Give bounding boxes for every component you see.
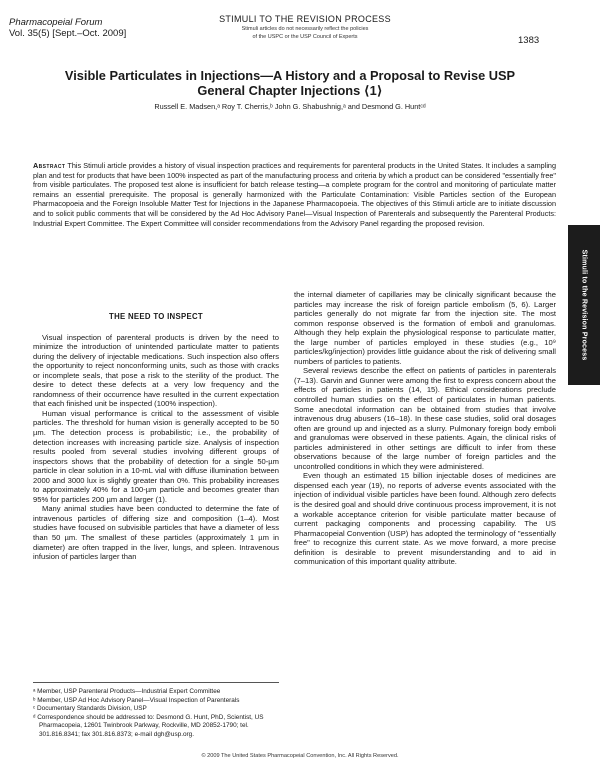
footnote: ᶜ Documentary Standards Division, USP [33,705,147,713]
paragraph: Several reviews describe the effect on patients of particles in parenterals (7–13). Garvin and Gunner were among the first to express concern about the effects of particles in patients (14, 15). Ethical considerations preclude controlled human studies on the effect of particulates in human patients. Some anecdotal information can be obtained from studies that involve intravenous drug abusers (16–18). In these case studies, solid oral dosages often are ground up and injected as a slurry. Pulmonary foreign body emboli and granulomas were observed in these patients. Again, the clinical risks of particles administered in other settings are difficult to infer from these observations because of the large number of foreign particles and the uncontrolled conditions in which they were administered. [294,366,556,471]
paragraph: the internal diameter of capillaries may be clinically significant because the particles may increase the risk of foreign particle embolism (5, 6). Larger particles generally do not migrate far from the injection site. The most common response observed is the formation of emboli and granulomas. Although they help explain the physiological response to particulate matter, the large number of particles employed in these studies (e.g., 10⁹ particles/kg/injection) provides little guidance about the risk of delivering small numbers of particles to patients. [294,290,556,366]
footnote-divider [33,682,279,683]
footnote: ᵇ Member, USP Ad Hoc Advisory Panel—Visual Inspection of Parenterals [33,696,240,704]
abstract [33,161,556,228]
author-list: Russell E. Madsen,ᵃ Roy T. Cherris,ᵇ John G. Shabushnig,ᵃ and Desmond G. Huntᶜᵈ [154,102,426,111]
page-number: 1383 [518,35,540,46]
body-column-right [294,290,556,567]
title-line-1: Visible Particulates in Injections—A History and a Proposal to Revise USP [64,68,516,83]
disclaimer-line-2: of the USPC or the USP Council of Experts [252,34,358,40]
journal-name: Pharmacopeial Forum [9,17,103,28]
paragraph: Human visual performance is critical to the assessment of visible particles. The threshold for human vision is generally accepted to be 50 µm. The detection process is probabilistic; i.e., the probability of detection increases with increasing particle size. Analysis of inspection results pooled from several studies involving different groups of inspectors shows that the probability of detection for a single 50-µm particle in clear solution in a 10-mL vial with diffuse illumination between 2000 and 3000 lux is slightly greater than 0%. This probability increases to approximately 40% for a 100-µm particle and becomes greater than 95% for particles 200 µm and larger (1). [33,408,279,504]
section-banner [190,14,420,41]
footnote: ᵃ Member, USP Parenteral Products—Industrial Expert Committee [33,688,221,695]
abstract-text: This Stimuli article provides a history of visual inspection practices and requirements for parenteral products in the United States. It includes a sampling plan and test for products that have been 100% inspected as part of the manufacturing process and criteria by which a product can be considered "essentially free" from visible particulates. The proposed test alone is insufficient for batch release testing—a complete program for the control and monitoring of particulate matter remains an essential prerequisite. The proposal is generally harmonized with the Particulate Contamination: Visible Particles section of the European Pharmacopoeia and the Foreign Insoluble Matter Test for Injections in the Japanese Pharmacopoeia. The objectives of this Stimuli article are to initiate discussion and to solicit public comments that will be considered by the Ad Hoc Advisory Panel—Visual Inspection of Parenterals and subsequently the Parenteral Products: Industrial Expert Committee. The Expert Committee will consider recommendations from the Advisory Panel regarding the proposed revision. [33,161,556,228]
paragraph: Even though an estimated 15 billion injectable doses of medicines are dispensed each year (19), no reports of adverse events associated with the injection of individual visible particles have been found. Although zero defects is the desired goal and should drive continuous process improvement, it is not a workable acceptance criterion for visible particulate matter because of current packaging components and processing capability. The US Pharmacopeial Convention (USP) has adopted the terminology of "essentially free" to recognize this current state. As we move forward, a more precise definition is desirable to prevent misunderstanding and to aid in communication of this important quality attribute. [294,471,556,567]
section-title: STIMULI TO THE REVISION PROCESS [219,14,391,24]
abstract-label: Abstract [33,161,66,170]
journal-header [9,17,126,39]
side-tab-label: Stimuli to the Revision Process [580,249,588,361]
title-line-2: General Chapter Injections ⟨1⟩ [197,83,383,98]
journal-volume: Vol. 35(5) [Sept.–Oct. 2009] [9,28,127,39]
paragraph: Visual inspection of parenteral products is driven by the need to minimize the introduction of unintended particulate matter to patients during the delivery of injectable medications. Such inspection also offers the opportunity to reject nonconforming units, such as those with cracks or incomplete seals, that pose a risk to the sterility of the product. The desire to detect these defects at a very low frequency and the randomness of their occurrence have resulted in the current expectation that each finished unit be inspected (100% inspection). [33,332,279,409]
copyright-footer: © 2009 The United States Pharmacopeial Convention, Inc. All Rights Reserved. [201,753,399,759]
body-column-left [33,312,279,562]
disclaimer-line-1: Stimuli articles do not necessarily reflect the policies [241,26,369,32]
footnote: ᵈ Correspondence should be addressed to: Desmond G. Hunt, PhD, Scientist, US Pharmacopeia, 12601 Twinbrook Parkway, Rockville, MD 20852-1790; tel. 301.816.8341; fax 301.816.8373; e-mail dgh@usp.org. [33,713,264,738]
side-tab [568,225,600,385]
article-title [20,68,560,98]
paragraph: Many animal studies have been conducted to determine the fate of intravenous particles of differing size and composition (1–4). Most studies have focused on subvisible particles that have a diameter of less than 50 µm. The smallest of these particles (approximately 1 µm in diameter) are often trapped in the liver, lungs, and spleen. Intravenous infusion of particles larger than [33,504,279,562]
section-heading: THE NEED TO INSPECT [109,312,203,321]
footnotes [33,688,279,740]
